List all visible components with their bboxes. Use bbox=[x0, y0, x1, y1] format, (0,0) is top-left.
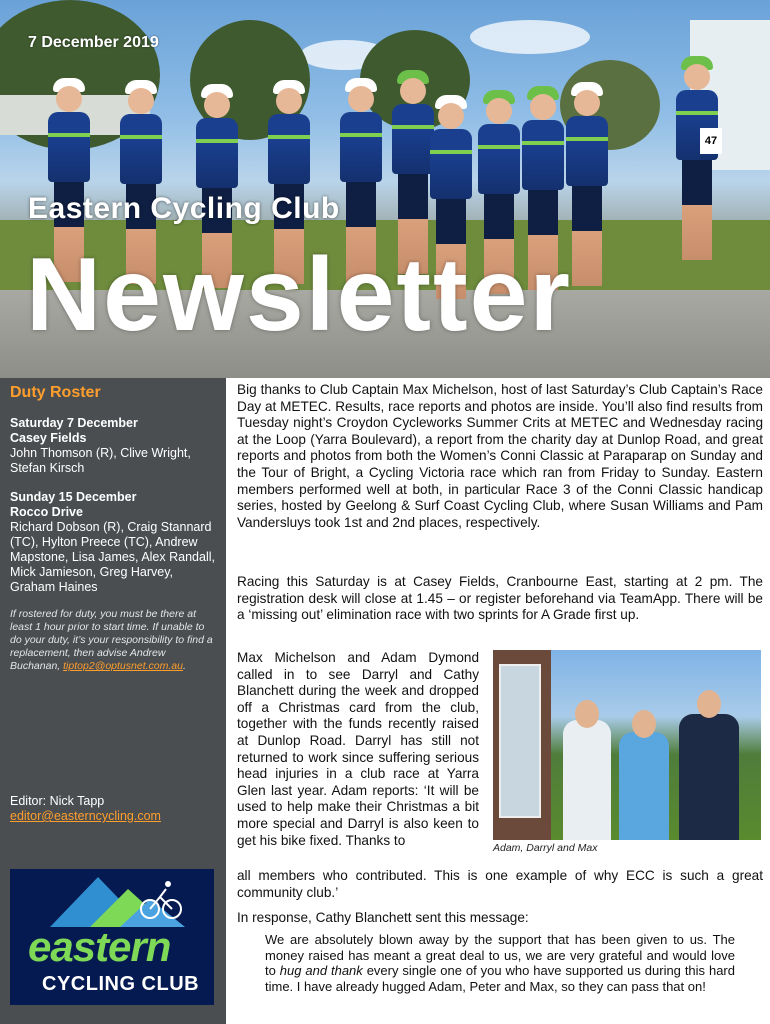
paragraph-response: In response, Cathy Blanchett sent this message: bbox=[237, 910, 529, 925]
paragraph-intro: Big thanks to Club Captain Max Michelson, host of last Saturday’s Club Captain’s Race Day at METEC. Results, race reports and photos are inside. You’ll also find results from Tuesday night’s Croydon Cycleworks Summer Crits at METEC and Wednesday racing at the Loop (Yarra Boulevard), a report from the charity day at Dunlop Road, and great reports and photos from both the Women’s Conni Classic at Paraparap on Sunday and the Tour of Bright, a Cycling Victoria race which ran from Friday to Sunday. Eastern members performed well at both, in particular Race 3 of the Conni Classic handicap series, hosted by Geelong & Surf Coast Cycling Club, where Susan Williams and Pam Vandersluys took 1st and 2nd places, respectively. bbox=[237, 382, 763, 530]
sidebar bbox=[0, 378, 226, 1024]
roster-day-saturday bbox=[10, 416, 218, 476]
roster-day-heading: Sunday 15 December bbox=[10, 490, 137, 504]
roster-names: Richard Dobson (R), Craig Stannard (TC), Hylton Preece (TC), Andrew Mapstone, Lisa James, Alex Randall, Mick Jamieson, Greg Harvey, Graham Haines bbox=[10, 520, 215, 594]
quote-text-end: every single one of you who have supported us during this hard time. I have already hugged Adam, Peter and Max, so they can pass that on! bbox=[265, 963, 735, 994]
roster-day-heading: Saturday 7 December bbox=[10, 416, 138, 430]
hero-photo bbox=[0, 0, 770, 378]
paragraph-charity-cont: all members who contributed. This is one example of why ECC is such a great community club.’ bbox=[237, 868, 763, 900]
mountain-cyclist-icon bbox=[10, 869, 214, 929]
roster-day-sunday bbox=[10, 490, 218, 595]
logo-wordmark: eastern bbox=[28, 923, 171, 970]
newsletter-title: Newsletter bbox=[26, 237, 572, 353]
roster-location: Casey Fields bbox=[10, 431, 87, 445]
cloud bbox=[470, 20, 590, 54]
blockquote-message bbox=[265, 932, 735, 994]
quote-emphasis: hug and thank bbox=[279, 963, 363, 978]
duty-roster-title: Duty Roster bbox=[10, 384, 101, 401]
paragraph-racing: Racing this Saturday is at Casey Fields, Cranbourne East, starting at 2 pm. The registration desk will close at 1.45 – or register beforehand via TeamApp. There will be a ‘missing out’ elimination race with two sprints for A Grade first up. bbox=[237, 574, 763, 623]
paragraph-charity: Max Michelson and Adam Dymond called in to see Darryl and Cathy Blanchett during the week and dropped off a Christmas card from the club, together with the funds recently raised at Dunlop Road. Darryl has still not returned to work since suffering serious head injuries in a club race at Yarra Glen last year. Adam reports: ‘It will be used to help make their Christmas a bit more special and Darryl is also keen to get his bike fixed. Thanks to bbox=[237, 650, 479, 848]
editor-label: Editor: Nick Tapp bbox=[10, 794, 105, 808]
issue-date: 7 December 2019 bbox=[28, 34, 159, 51]
club-name: Eastern Cycling Club bbox=[28, 192, 340, 225]
photo-caption: Adam, Darryl and Max bbox=[493, 842, 598, 854]
roster-note-end: . bbox=[182, 660, 186, 672]
editor-info bbox=[10, 794, 161, 824]
roster-note-text: If rostered for duty, you must be there at least 1 hour prior to start time. If unable to do your duty, it’s your responsibility to find a replacement, then advise Andrew Buchanan, bbox=[10, 608, 213, 672]
editor-email-link[interactable]: editor@easterncycling.com bbox=[10, 809, 161, 823]
quote-text: We are absolutely blown away by the support that has been given to us. The money raised has meant a great deal to us, we are very grateful and would love to bbox=[265, 932, 735, 978]
roster-note bbox=[10, 608, 218, 673]
roster-names: John Thomson (R), Clive Wright, Stefan Kirsch bbox=[10, 446, 191, 475]
article-photo bbox=[493, 650, 761, 840]
logo-subtitle: CYCLING CLUB bbox=[42, 973, 200, 995]
roster-contact-email-link[interactable]: tiptop2@optusnet.com.au bbox=[63, 660, 183, 672]
club-logo bbox=[10, 869, 214, 1005]
roster-location: Rocco Drive bbox=[10, 505, 83, 519]
race-bib: 47 bbox=[700, 128, 722, 154]
